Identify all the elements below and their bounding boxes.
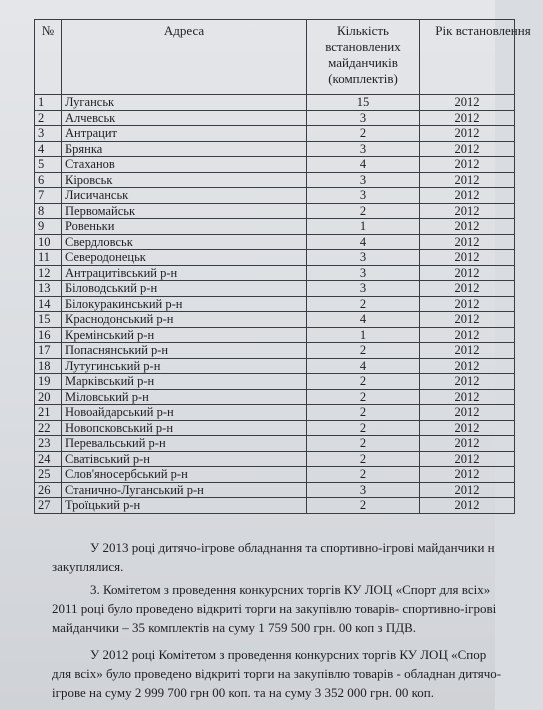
row-year-cell: 2012: [420, 374, 515, 390]
row-count-cell: 2: [307, 343, 420, 359]
header-num: №: [35, 20, 62, 95]
row-year-cell: 2012: [420, 358, 515, 374]
row-year-cell: 2012: [420, 95, 515, 111]
row-year-cell: 2012: [420, 451, 515, 467]
table-row: [35, 172, 515, 188]
row-address-cell: Попаснянський р-н: [62, 343, 307, 359]
row-count-cell: 2: [307, 389, 420, 405]
row-address-cell: Сватівський р-н: [62, 451, 307, 467]
row-address-cell: Ровеньки: [62, 219, 307, 235]
row-num-cell: 2: [35, 110, 62, 126]
row-year-cell: 2012: [420, 436, 515, 452]
row-address-cell: Антрацит: [62, 126, 307, 142]
row-num-cell: 25: [35, 467, 62, 483]
table-row: [35, 389, 515, 405]
row-count-cell: 2: [307, 498, 420, 514]
row-count-cell: 4: [307, 358, 420, 374]
row-num-cell: 16: [35, 327, 62, 343]
table-row: [35, 358, 515, 374]
row-num-cell: 9: [35, 219, 62, 235]
row-address-cell: Кіровськ: [62, 172, 307, 188]
row-address-cell: Біловодський р-н: [62, 281, 307, 297]
table-row: [35, 405, 515, 421]
table-row: [35, 188, 515, 204]
row-count-cell: 15: [307, 95, 420, 111]
table-row: [35, 343, 515, 359]
row-num-cell: 19: [35, 374, 62, 390]
row-address-cell: Марківський р-н: [62, 374, 307, 390]
row-year-cell: 2012: [420, 420, 515, 436]
row-num-cell: 18: [35, 358, 62, 374]
row-address-cell: Лутугинський р-н: [62, 358, 307, 374]
row-num-cell: 5: [35, 157, 62, 173]
table-row: [35, 296, 515, 312]
table-row: [35, 498, 515, 514]
row-year-cell: 2012: [420, 296, 515, 312]
table-row: [35, 436, 515, 452]
table-row: [35, 95, 515, 111]
row-count-cell: 3: [307, 188, 420, 204]
table-header-row: [35, 20, 515, 95]
row-year-cell: 2012: [420, 203, 515, 219]
row-count-cell: 2: [307, 451, 420, 467]
row-count-cell: 1: [307, 219, 420, 235]
row-num-cell: 26: [35, 482, 62, 498]
row-num-cell: 13: [35, 281, 62, 297]
row-year-cell: 2012: [420, 482, 515, 498]
row-count-cell: 4: [307, 312, 420, 328]
paragraph-2011-tender: 3. Комітетом з проведення конкурсних торгів КУ ЛОЦ «Спорт для всіх» 2011 році було проведено відкриті торги на закупівлю товарів- спортивно-ігрові майданчики – 35 комплектів на суму 1 759 500 грн. 00 коп з ПДВ.: [52, 582, 497, 635]
row-num-cell: 21: [35, 405, 62, 421]
header-count-line: Кількість встановлених майданчиків (комплектів): [325, 23, 401, 86]
row-count-cell: 2: [307, 203, 420, 219]
row-count-cell: 3: [307, 110, 420, 126]
row-address-cell: Антрацитівський р-н: [62, 265, 307, 281]
table-row: [35, 250, 515, 266]
row-year-cell: 2012: [420, 110, 515, 126]
row-address-cell: Троїцький р-н: [62, 498, 307, 514]
table-row: [35, 312, 515, 328]
table-row: [35, 374, 515, 390]
row-num-cell: 22: [35, 420, 62, 436]
row-count-cell: 4: [307, 234, 420, 250]
row-num-cell: 17: [35, 343, 62, 359]
row-year-cell: 2012: [420, 327, 515, 343]
row-count-cell: 2: [307, 405, 420, 421]
row-address-cell: Алчевськ: [62, 110, 307, 126]
row-count-cell: 3: [307, 141, 420, 157]
row-count-cell: 3: [307, 250, 420, 266]
header-address: Адреса: [62, 20, 307, 95]
row-year-cell: 2012: [420, 265, 515, 281]
row-count-cell: 1: [307, 327, 420, 343]
row-count-cell: 2: [307, 374, 420, 390]
table-row: [35, 110, 515, 126]
row-address-cell: Стаханов: [62, 157, 307, 173]
row-address-cell: Перевальський р-н: [62, 436, 307, 452]
row-year-cell: 2012: [420, 389, 515, 405]
row-num-cell: 1: [35, 95, 62, 111]
table-row: [35, 126, 515, 142]
row-address-cell: Первомайськ: [62, 203, 307, 219]
row-num-cell: 8: [35, 203, 62, 219]
playgrounds-table: [34, 19, 531, 514]
row-year-cell: 2012: [420, 172, 515, 188]
row-num-cell: 20: [35, 389, 62, 405]
row-address-cell: Міловський р-н: [62, 389, 307, 405]
row-num-cell: 6: [35, 172, 62, 188]
row-num-cell: 24: [35, 451, 62, 467]
row-year-cell: 2012: [420, 281, 515, 297]
row-year-cell: 2012: [420, 343, 515, 359]
row-num-cell: 27: [35, 498, 62, 514]
paragraph-2012-tender: У 2012 році Комітетом з проведення конкурсних торгів КУ ЛОЦ «Спор для всіх» було проведено відкриті торги на закупівлю товарів - обладнан дитячо-ігрове на суму 2 999 700 грн 00 коп. та на суму 3 352 000 грн. 00 коп.: [52, 647, 502, 700]
row-year-cell: 2012: [420, 498, 515, 514]
table-row: [35, 265, 515, 281]
row-count-cell: 3: [307, 265, 420, 281]
table-body: [35, 95, 515, 514]
row-address-cell: Краснодонський р-н: [62, 312, 307, 328]
header-year: [420, 20, 531, 95]
table-row: [35, 451, 515, 467]
row-num-cell: 14: [35, 296, 62, 312]
row-address-cell: Кремінський р-н: [62, 327, 307, 343]
table-row: [35, 420, 515, 436]
row-num-cell: 3: [35, 126, 62, 142]
row-count-cell: 2: [307, 296, 420, 312]
row-address-cell: Новоайдарський р-н: [62, 405, 307, 421]
row-year-cell: 2012: [420, 141, 515, 157]
row-count-cell: 3: [307, 172, 420, 188]
row-address-cell: Білокуракинський р-н: [62, 296, 307, 312]
row-address-cell: Станично-Луганський р-н: [62, 482, 307, 498]
table-row: [35, 203, 515, 219]
table-row: [35, 467, 515, 483]
table-row: [35, 482, 515, 498]
row-address-cell: Лисичанськ: [62, 188, 307, 204]
row-year-cell: 2012: [420, 219, 515, 235]
table-row: [35, 141, 515, 157]
row-num-cell: 4: [35, 141, 62, 157]
row-address-cell: Слов'яносербський р-н: [62, 467, 307, 483]
header-count: [307, 20, 420, 95]
row-count-cell: 3: [307, 482, 420, 498]
table-row: [35, 219, 515, 235]
header-year-line: Рік встановлення: [435, 23, 531, 38]
paragraph-2013: У 2013 році дитячо-ігрове обладнання та спортивно-ігрові майданчики н закуплялися.: [52, 540, 495, 574]
row-count-cell: 4: [307, 157, 420, 173]
row-year-cell: 2012: [420, 467, 515, 483]
row-year-cell: 2012: [420, 250, 515, 266]
row-year-cell: 2012: [420, 157, 515, 173]
row-num-cell: 15: [35, 312, 62, 328]
row-count-cell: 2: [307, 420, 420, 436]
row-count-cell: 2: [307, 436, 420, 452]
row-year-cell: 2012: [420, 312, 515, 328]
table-row: [35, 234, 515, 250]
table-row: [35, 327, 515, 343]
row-address-cell: Северодонецьк: [62, 250, 307, 266]
row-count-cell: 2: [307, 467, 420, 483]
table-row: [35, 157, 515, 173]
row-address-cell: Новопсковський р-н: [62, 420, 307, 436]
row-address-cell: Луганськ: [62, 95, 307, 111]
row-num-cell: 10: [35, 234, 62, 250]
row-count-cell: 3: [307, 281, 420, 297]
row-count-cell: 2: [307, 126, 420, 142]
row-year-cell: 2012: [420, 188, 515, 204]
row-year-cell: 2012: [420, 405, 515, 421]
row-year-cell: 2012: [420, 126, 515, 142]
table-row: [35, 281, 515, 297]
row-num-cell: 12: [35, 265, 62, 281]
row-num-cell: 11: [35, 250, 62, 266]
row-address-cell: Брянка: [62, 141, 307, 157]
row-year-cell: 2012: [420, 234, 515, 250]
row-num-cell: 23: [35, 436, 62, 452]
row-num-cell: 7: [35, 188, 62, 204]
row-address-cell: Свердловськ: [62, 234, 307, 250]
